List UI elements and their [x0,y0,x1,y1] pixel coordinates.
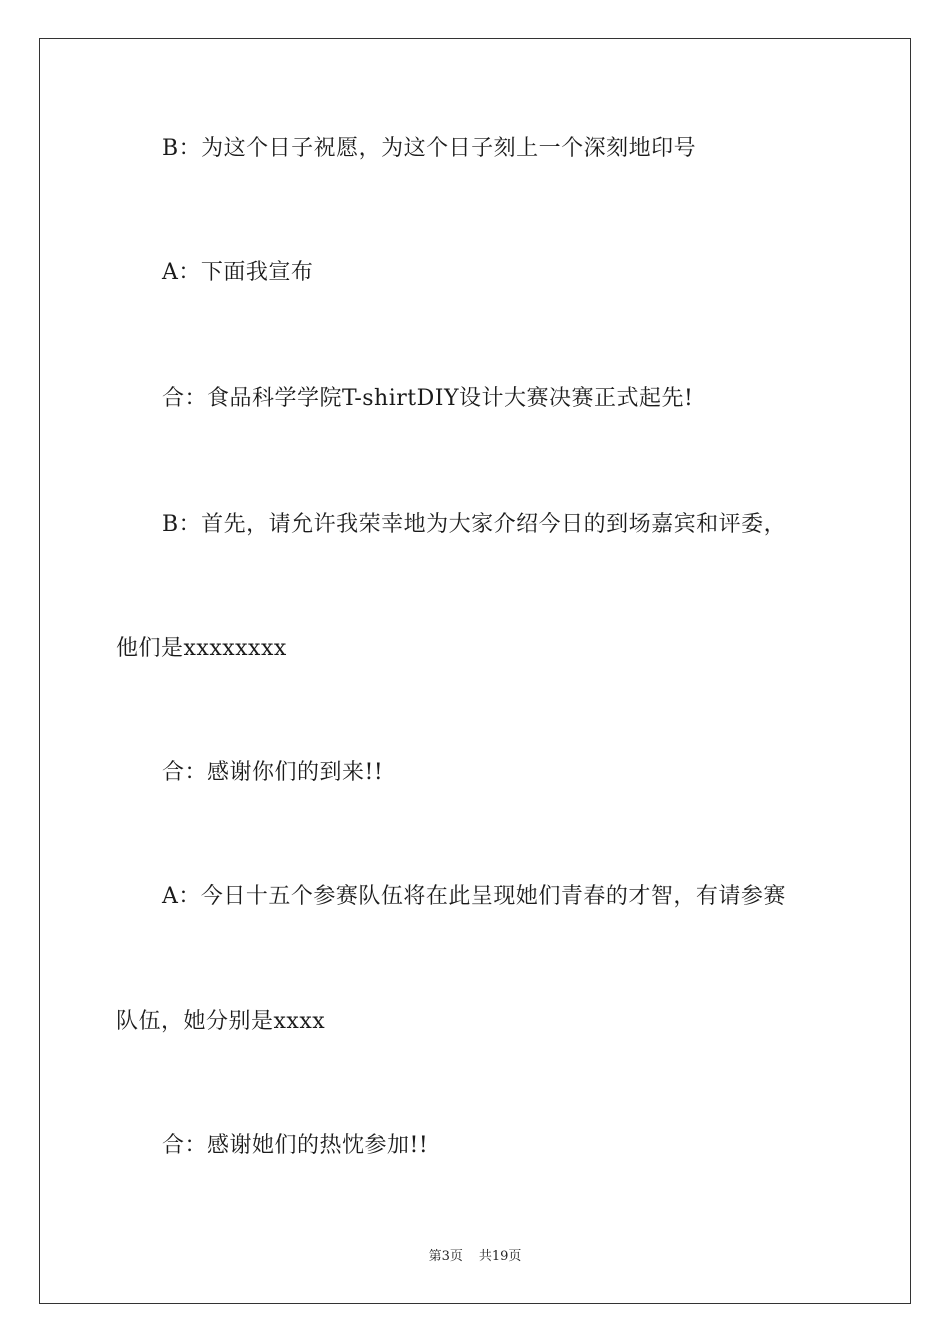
paragraph-line: B：为这个日子祝愿，为这个日子刻上一个深刻地印号 [162,136,697,161]
page-total: 共19页 [478,1249,522,1264]
paragraph-line: 合：感谢你们的到来!! [162,760,384,785]
paragraph-line: A：下面我宣布 [162,260,314,285]
paragraph-line: A：今日十五个参赛队伍将在此呈现她们青春的才智，有请参赛 [162,884,786,909]
page-footer [0,1248,950,1266]
page-border [39,38,911,1304]
paragraph-line: B：首先，请允许我荣幸地为大家介绍今日的到场嘉宾和评委， [162,512,787,537]
paragraph-line: 他们是xxxxxxxx [116,636,287,661]
page-number: 第3页 [428,1249,463,1264]
paragraph-line: 队伍，她分别是xxxx [116,1009,326,1034]
paragraph-line: 合：感谢她们的热忱参加!! [162,1133,429,1158]
paragraph-line: 合：食品科学学院T-shirtDIY设计大赛决赛正式起先! [162,386,694,411]
